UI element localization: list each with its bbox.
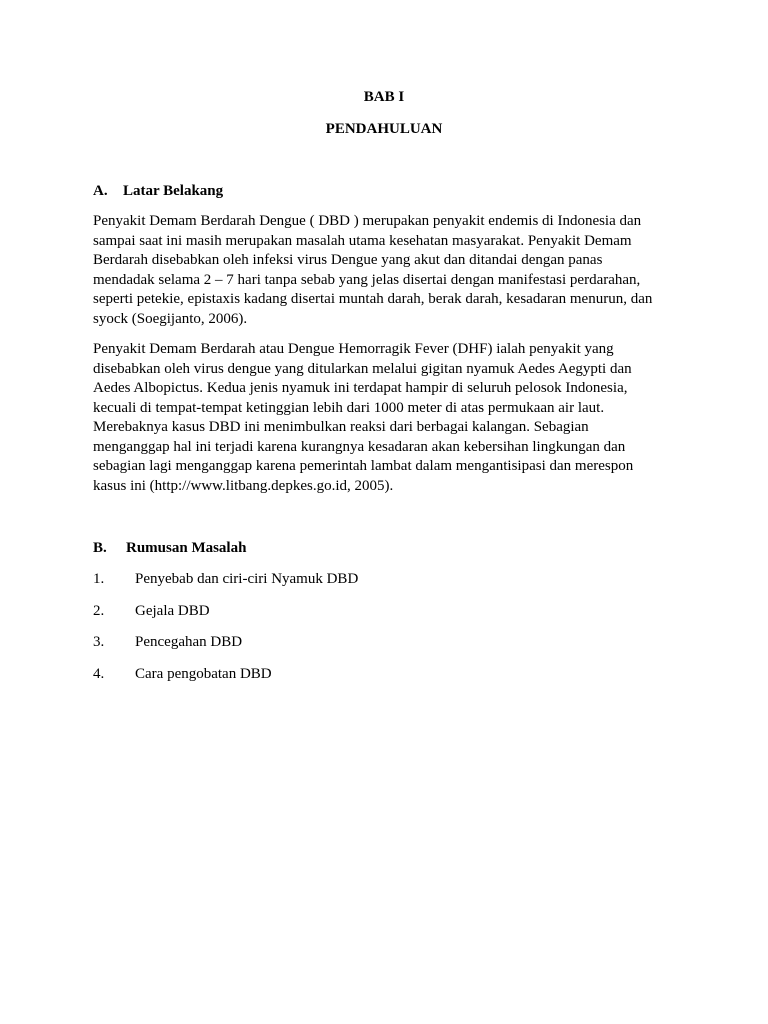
paragraph-line: sampai saat ini masih merupakan masalah utama kesehatan masyarakat. Penyakit Demam bbox=[93, 232, 632, 249]
paragraph-line: menganggap hal ini terjadi karena kurangnya kesadaran akan kebersihan lingkungan dan bbox=[93, 438, 626, 455]
list-item-number: 4. bbox=[93, 665, 105, 682]
paragraph-line: disebabkan oleh virus dengue yang ditularkan melalui gigitan nyamuk Aedes Aegypti dan bbox=[93, 360, 632, 377]
paragraph-line: Berdarah disebabkan oleh infeksi virus Dengue yang akut dan ditandai dengan panas bbox=[93, 252, 603, 268]
paragraph-line: Penyakit Demam Berdarah Dengue ( DBD ) merupakan penyakit endemis di Indonesia dan bbox=[93, 213, 642, 229]
paragraph-line: mendadak selama 2 – 7 hari tanpa sebab yang jelas disertai dengan manifestasi perdarahan, bbox=[93, 271, 641, 288]
rumusan-masalah-list bbox=[93, 570, 358, 696]
list-item-number: 2. bbox=[93, 602, 105, 619]
section-b-title: Rumusan Masalah bbox=[126, 540, 247, 556]
list-item bbox=[93, 570, 358, 602]
list-item-number: 3. bbox=[93, 634, 105, 650]
list-item-text: Gejala DBD bbox=[135, 602, 210, 619]
section-a-heading bbox=[93, 182, 223, 200]
list-item-text: Pencegahan DBD bbox=[135, 634, 243, 650]
list-item bbox=[93, 602, 358, 634]
paragraph-line: Merebaknya kasus DBD ini menimbulkan reaksi dari berbagai kalangan. Sebagian bbox=[93, 419, 589, 435]
paragraph-line: kasus ini (http://www.litbang.depkes.go.id, 2005). bbox=[93, 477, 394, 494]
paragraph-line: Penyakit Demam Berdarah atau Dengue Hemorragik Fever (DHF) ialah penyakit yang bbox=[93, 341, 614, 357]
list-item bbox=[93, 665, 358, 697]
chapter-title: PENDAHULUAN bbox=[325, 121, 443, 137]
paragraph-line: sebagian lagi menganggap karena pemerintah lambat dalam mengantisipasi dan merespon bbox=[93, 458, 634, 474]
section-b-heading bbox=[93, 539, 246, 557]
paragraph-line: Aedes Albopictus. Kedua jenis nyamuk ini terdapat hampir di seluruh pelosok Indonesia, bbox=[93, 380, 628, 396]
section-b-marker: B. bbox=[93, 540, 107, 556]
list-item-number: 1. bbox=[93, 571, 105, 587]
section-a-marker: A. bbox=[93, 183, 108, 199]
paragraph-latar-belakang-2 bbox=[93, 340, 683, 496]
list-item-text: Penyebab dan ciri-ciri Nyamuk DBD bbox=[135, 571, 359, 587]
section-a-title: Latar Belakang bbox=[123, 183, 224, 199]
chapter-number: BAB I bbox=[363, 89, 405, 105]
paragraph-latar-belakang-1 bbox=[93, 212, 683, 329]
paragraph-line: seperti petekie, epistaxis kadang disertai muntah darah, berak darah, kesadaran menurun, dan bbox=[93, 291, 653, 307]
list-item-text: Cara pengobatan DBD bbox=[135, 665, 272, 682]
paragraph-line: syock (Soegijanto, 2006). bbox=[93, 310, 248, 327]
paragraph-line: kecuali di tempat-tempat ketinggian lebih dari 1000 meter di atas permukaan air laut. bbox=[93, 399, 605, 416]
list-item bbox=[93, 633, 358, 665]
